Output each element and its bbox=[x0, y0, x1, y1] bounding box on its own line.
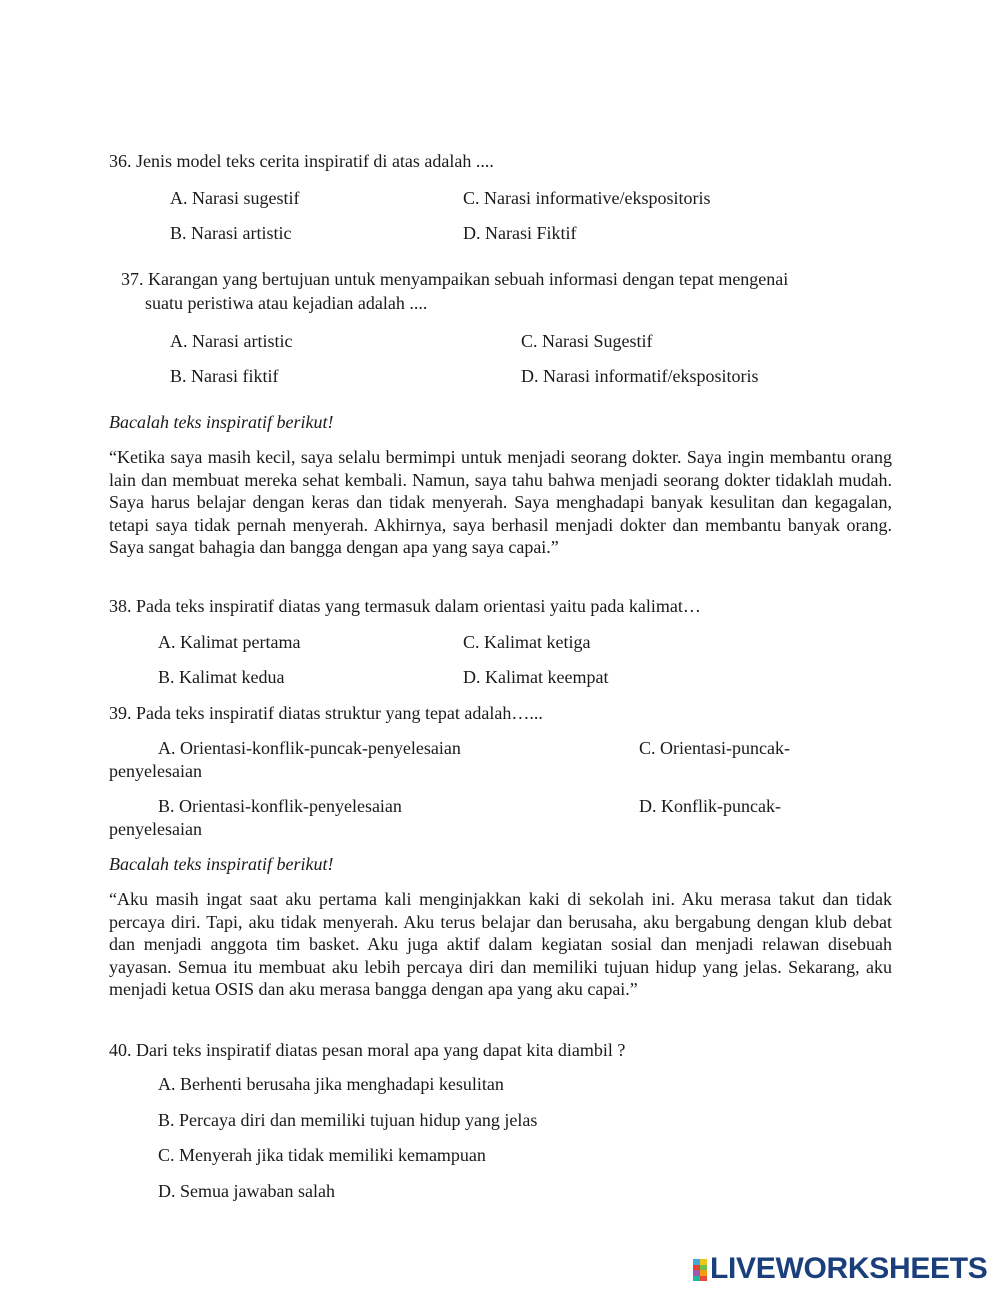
q39-option-b[interactable]: B. Orientasi-konflik-penyelesaian bbox=[158, 796, 402, 816]
passage-1-text: “Ketika saya masih kecil, saya selalu bermimpi untuk menjadi seorang dokter. Saya ingin membantu orang lain dan membuat mereka sehat kembali. Namun, saya tahu bahwa menjadi seorang dokter tidaklah mudah. Saya harus belajar dengan keras dan tidak menyerah. Saya menghadapi banyak kesulitan dan kegagalan, tetapi saya tidak pernah menyerah. Akhirnya, saya berhasil menjadi dokter dan membantu banyak orang. Saya sangat bahagia dan bangga dengan apa yang saya capai.” bbox=[109, 447, 892, 558]
q36-option-c[interactable]: C. Narasi informative/ekspositoris bbox=[463, 188, 711, 208]
logo-grid-icon bbox=[693, 1259, 707, 1281]
q36-option-d[interactable]: D. Narasi Fiktif bbox=[463, 223, 577, 243]
q37-option-d[interactable]: D. Narasi informatif/ekspositoris bbox=[521, 366, 759, 386]
passage-2 bbox=[109, 888, 892, 1001]
q37-question-line2: suatu peristiwa atau kejadian adalah .... bbox=[145, 293, 428, 313]
q40-option-b[interactable]: B. Percaya diri dan memiliki tujuan hidup yang jelas bbox=[158, 1110, 538, 1130]
q40-option-c[interactable]: C. Menyerah jika tidak memiliki kemampuan bbox=[158, 1145, 486, 1165]
q39-option-d-wrap[interactable]: penyelesaian bbox=[109, 819, 202, 839]
q40-question: 40. Dari teks inspiratif diatas pesan moral apa yang dapat kita diambil ? bbox=[109, 1040, 626, 1060]
q40-option-a[interactable]: A. Berhenti berusaha jika menghadapi kesulitan bbox=[158, 1074, 504, 1094]
passage-2-text: “Aku masih ingat saat aku pertama kali menginjakkan kaki di sekolah ini. Aku merasa takut dan tidak percaya diri. Tapi, aku tidak menyerah. Aku terus belajar dan berusaha, aku bergabung dengan klub debat dan menjadi anggota tim basket. Aku juga aktif dalam kegiatan sosial dan menjadi relawan disebuah yayasan. Semua itu membuat aku lebih percaya diri dan memiliki tujuan hidup yang jelas. Sekarang, aku menjadi ketua OSIS dan aku merasa bangga dengan apa yang aku capai.” bbox=[109, 889, 892, 1000]
instruction-2: Bacalah teks inspiratif berikut! bbox=[109, 854, 334, 874]
q38-option-d[interactable]: D. Kalimat keempat bbox=[463, 667, 609, 687]
q39-option-c[interactable]: C. Orientasi-puncak- bbox=[639, 738, 790, 758]
q38-option-c[interactable]: C. Kalimat ketiga bbox=[463, 632, 591, 652]
q37-option-c[interactable]: C. Narasi Sugestif bbox=[521, 331, 653, 351]
q38-option-b[interactable]: B. Kalimat kedua bbox=[158, 667, 285, 687]
q36-question: 36. Jenis model teks cerita inspiratif di atas adalah .... bbox=[109, 151, 494, 171]
instruction-1: Bacalah teks inspiratif berikut! bbox=[109, 412, 334, 432]
passage-1 bbox=[109, 446, 892, 559]
q37-option-a[interactable]: A. Narasi artistic bbox=[170, 331, 293, 351]
q38-question: 38. Pada teks inspiratif diatas yang termasuk dalam orientasi yaitu pada kalimat… bbox=[109, 596, 701, 616]
q38-option-a[interactable]: A. Kalimat pertama bbox=[158, 632, 301, 652]
q39-option-c-wrap[interactable]: penyelesaian bbox=[109, 761, 202, 781]
q39-option-d[interactable]: D. Konflik-puncak- bbox=[639, 796, 781, 816]
q39-option-a[interactable]: A. Orientasi-konflik-puncak-penyelesaian bbox=[158, 738, 461, 758]
logo-text: LIVEWORKSHEETS bbox=[710, 1252, 988, 1285]
q39-question: 39. Pada teks inspiratif diatas struktur yang tepat adalah…... bbox=[109, 703, 543, 723]
logo-grid-cell bbox=[700, 1276, 707, 1282]
q36-option-a[interactable]: A. Narasi sugestif bbox=[170, 188, 300, 208]
q40-option-d[interactable]: D. Semua jawaban salah bbox=[158, 1181, 335, 1201]
q37-option-b[interactable]: B. Narasi fiktif bbox=[170, 366, 279, 386]
logo-grid-cell bbox=[693, 1276, 700, 1282]
liveworksheets-logo bbox=[693, 1252, 993, 1285]
q36-option-b[interactable]: B. Narasi artistic bbox=[170, 223, 292, 243]
q37-question-line1: 37. Karangan yang bertujuan untuk menyampaikan sebuah informasi dengan tepat mengenai bbox=[121, 269, 789, 289]
